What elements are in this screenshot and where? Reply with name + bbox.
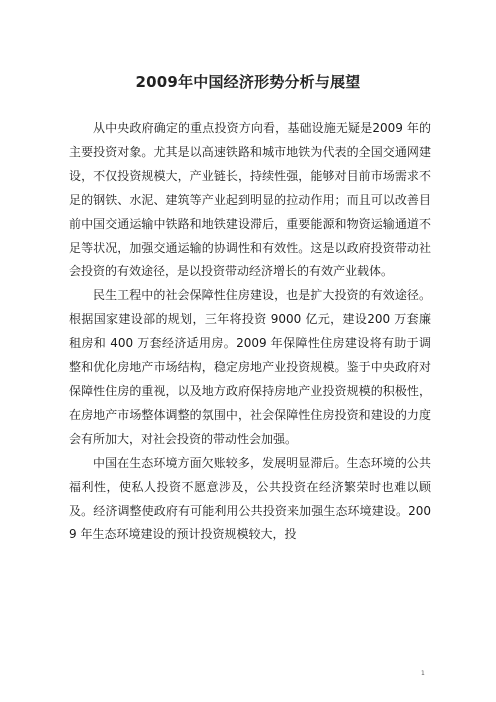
paragraph-infrastructure: 从中央政府确定的重点投资方向看，基础设施无疑是2009 年的主要投资对象。尤其是以高速铁路和城市地铁为代表的全国交通网建设，不仅投资规模大，产业链长，持续性强，能够对目前市场需求不足的钢铁、水泥、建筑等产业起到明显的拉动作用；而且可以改善目前中国交通运输中铁路和地铁建设滞后，重要能源和物资运输通道不足等状况，加强交通运输的协调性和有效性。这是以政府投资带动社会投资的有效途径，是以投资带动经济增长的有效产业载体。 xyxy=(69,121,431,279)
document-body xyxy=(69,117,431,547)
page-number: 1 xyxy=(421,670,425,677)
paragraph-housing: 民生工程中的社会保障性住房建设，也是扩大投资的有效途径。根据国家建设部的规划，三年将投资 9000 亿元，建设200 万套廉租房和 400 万套经济适用房。2009 年保障性住房建设将有助于调整和优化房地产市场结构，稳定房地产业投资规模。鉴于中央政府对保障性住房的重视，以及地方政府保持房地产业投资规模的积极性，在房地产市场整体调整的氛围中，社会保障性住房投资和建设的力度会有所加大，对社会投资的带动性会加强。 xyxy=(69,288,431,446)
paragraph-environment: 中国在生态环境方面欠账较多，发展明显滞后。生态环境的公共福利性，使私人投资不愿意涉及，公共投资在经济繁荣时也难以顾及。经济调整使政府有可能利用公共投资来加强生态环境建设。2009 年生态环境建设的预计投资规模较大，投 xyxy=(69,455,431,542)
document-title: 2009年中国经济形势分析与展望 xyxy=(135,73,361,91)
